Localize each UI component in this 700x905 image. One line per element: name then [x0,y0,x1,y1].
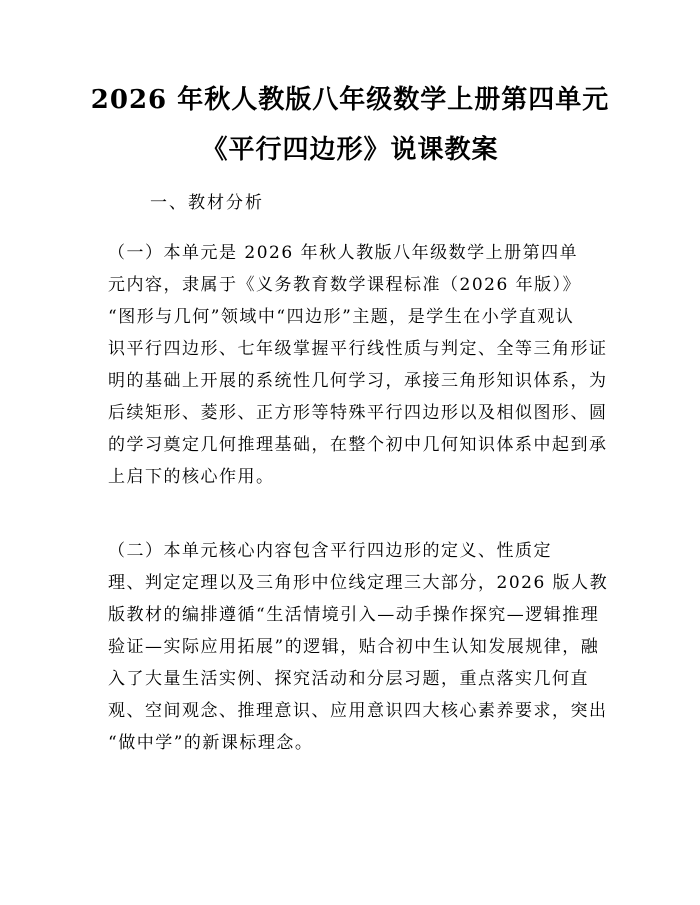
paragraph-1-line: 识平行四边形、七年级掌握平行线性质与判定、全等三角形证 [108,339,608,359]
paragraph-1-line: （一）本单元是 2026 年秋人教版八年级数学上册第四单 [108,243,579,263]
paragraph-2-line: 版教材的编排遵循“生活情境引入—动手操作探究—逻辑推理 [108,605,600,625]
paragraph-2-line: 理、判定定理以及三角形中位线定理三大部分，2026 版人教 [108,573,609,593]
paragraph-1-line: 后续矩形、菱形、正方形等特殊平行四边形以及相似图形、圆 [108,403,608,423]
section-heading-textbook-analysis: 一、教材分析 [150,193,264,213]
paragraph-2-line: （二）本单元核心内容包含平行四边形的定义、性质定 [108,541,552,561]
paragraph-1-line: 上启下的核心作用。 [108,467,275,487]
paragraph-1 [108,237,608,493]
paragraph-2 [108,535,608,759]
document-title-line-2: 《平行四边形》说课教案 [201,135,499,165]
paragraph-2-line: 观、空间观念、推理意识、应用意识四大核心素养要求，突出 [108,701,608,721]
document-title-line-1: 2026 年秋人教版八年级数学上册第四单元 [90,85,610,115]
paragraph-1-line: “图形与几何”领域中“四边形”主题，是学生在小学直观认 [108,307,575,327]
paragraph-2-line: 入了大量生活实例、探究活动和分层习题，重点落实几何直 [108,669,589,689]
paragraph-2-line: “做中学”的新课标理念。 [108,733,314,753]
paragraph-1-line: 的学习奠定几何推理基础，在整个初中几何知识体系中起到承 [108,435,608,455]
paragraph-2-line: 验证—实际应用拓展”的逻辑，贴合初中生认知发展规律，融 [108,637,600,657]
paragraph-1-line: 明的基础上开展的系统性几何学习，承接三角形知识体系，为 [108,371,608,391]
paragraph-1-line: 元内容，隶属于《义务教育数学课程标准（2026 年版）》 [108,275,582,295]
